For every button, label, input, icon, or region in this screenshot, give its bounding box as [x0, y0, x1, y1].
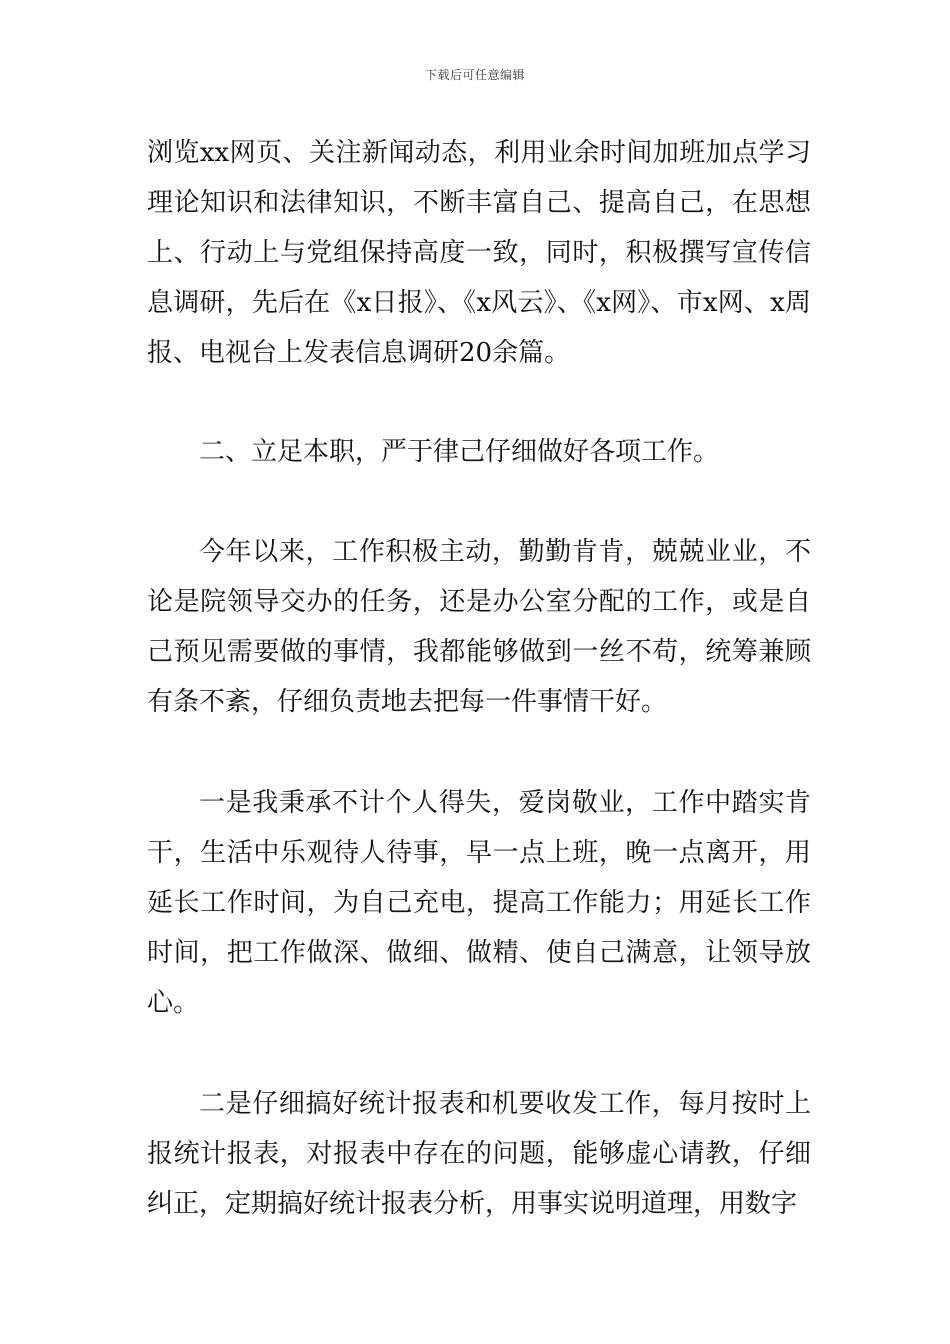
paragraph: 一是我秉承不计个人得失，爱岗敬业，工作中踏实肯干，生活中乐观待人待事，早一点上班，晚一点离开，用延长工作时间，为自己充电，提高工作能力；用延长工作时间，把工作做深、做细、做精、使自己满意，让领导放心。: [147, 788, 811, 1018]
document-body: [147, 128, 811, 1229]
paragraph: 二是仔细搞好统计报表和机要收发工作，每月按时上报统计报表，对报表中存在的问题，能够虚心请教，仔细纠正，定期搞好统计报表分析，用事实说明道理，用数字: [147, 1089, 811, 1219]
paragraph-continuation: 浏览xx网页、关注新闻动态，利用业余时间加班加点学习理论知识和法律知识，不断丰富自己、提高自己，在思想上、行动上与党组保持高度一致，同时，积极撰写宣传信息调研，先后在《x日报》、《x风云》、《x网》、市x网、x周报、电视台上发表信息调研20余篇。: [147, 138, 811, 368]
section-heading: 二、立足本职，严于律己仔细做好各项工作。: [199, 437, 720, 467]
page-header: 下载后可任意编辑: [424, 68, 525, 82]
paragraph: 今年以来，工作积极主动，勤勤肯肯，兢兢业业，不论是院领导交办的任务，还是办公室分配的工作，或是自己预见需要做的事情，我都能够做到一丝不苟，统筹兼顾有条不紊，仔细负责地去把每一件事情干好。: [147, 537, 811, 717]
